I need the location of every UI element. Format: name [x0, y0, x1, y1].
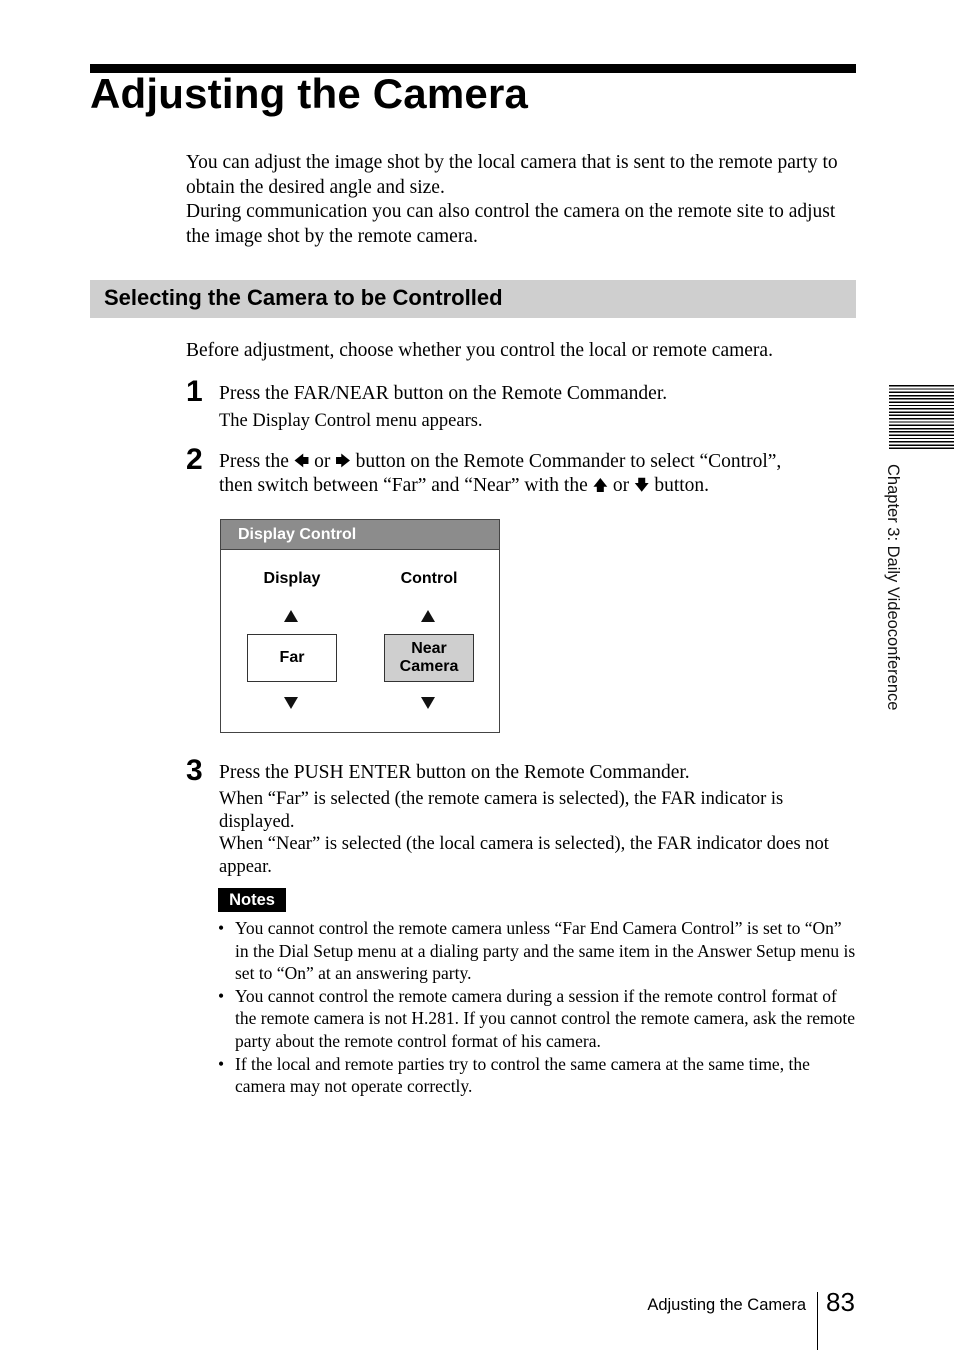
- notes-badge: Notes: [218, 888, 286, 912]
- footer-section-label: Adjusting the Camera: [647, 1296, 806, 1314]
- display-option-label: Far: [279, 649, 305, 666]
- note-item: • If the local and remote parties try to control the same camera at the same time, the camera may not operate correctly.: [218, 1053, 858, 1098]
- control-option-line: Camera: [399, 658, 459, 675]
- note-item: • You cannot control the remote camera during a session if the remote control format of the remote camera is not H.281. If you cannot control the remote camera, ask the remote party about the remote control format of his camera.: [218, 985, 858, 1053]
- display-option-far[interactable]: [247, 634, 337, 682]
- step-text: Press the PUSH ENTER button on the Remote Commander.: [219, 762, 690, 783]
- step-text-part: then switch between “Far” and “Near” with the: [219, 475, 588, 496]
- control-column-label: Control: [400, 570, 458, 587]
- down-triangle-icon[interactable]: [421, 697, 435, 709]
- intro: [186, 151, 856, 249]
- display-column-label: Display: [263, 570, 321, 587]
- menu-title: Display Control: [238, 526, 357, 543]
- section-heading-band: [90, 280, 856, 318]
- intro-paragraph: You can adjust the image shot by the local camera that is sent to the remote party to obtain the desired angle and size.: [186, 152, 838, 198]
- section-title: Selecting the Camera to be Controlled: [104, 285, 503, 310]
- step-text-part: or: [612, 475, 630, 496]
- arrow-down-icon: 🡇: [634, 476, 650, 494]
- control-option-line: Near: [411, 640, 447, 657]
- arrow-right-icon: 🡆: [335, 452, 351, 470]
- step-number: 3: [186, 754, 203, 787]
- page-title: Adjusting the Camera: [90, 70, 529, 117]
- arrow-left-icon: 🡄: [293, 452, 310, 470]
- down-triangle-icon[interactable]: [284, 697, 298, 709]
- section-lead: Before adjustment, choose whether you control the local or remote camera.: [186, 340, 773, 361]
- step-text-line: [219, 450, 781, 475]
- step-detail: When “Near” is selected (the local camera is selected), the FAR indicator does not appear.: [219, 834, 829, 877]
- note-item: • You cannot control the remote camera unless “Far End Camera Control” is set to “On” in the Dial Setup menu at a dialing party and the same item in the Answer Setup menu is set to “On” at an answering party.: [218, 917, 858, 985]
- display-control-menu: [220, 519, 500, 733]
- step-text-part: Press the: [219, 451, 289, 472]
- page-number: 83: [826, 1287, 855, 1317]
- step-text-part: button on the Remote Commander to select “Control”,: [355, 451, 782, 472]
- chapter-tab-lines: [889, 385, 954, 451]
- menu-title-bar: [221, 520, 499, 550]
- control-option-near-camera[interactable]: [384, 634, 474, 682]
- step-text: Press the FAR/NEAR button on the Remote Commander.: [219, 383, 668, 404]
- control-option-label: [400, 640, 459, 676]
- arrow-up-icon: 🡅: [592, 476, 609, 494]
- chapter-tab-label: Chapter 3: Daily Videoconference: [884, 464, 902, 711]
- up-triangle-icon[interactable]: [284, 610, 298, 622]
- notes-list: [218, 917, 858, 1098]
- step-text-line: [219, 474, 709, 499]
- step-number: 2: [186, 443, 203, 476]
- step-text-part: button.: [654, 475, 710, 496]
- step-detail: When “Far” is selected (the remote camera is selected), the FAR indicator is displayed.: [219, 789, 784, 832]
- step-detail: The Display Control menu appears.: [219, 411, 483, 431]
- step-number: 1: [186, 375, 203, 408]
- intro-paragraph: During communication you can also control the camera on the remote site to adjust the image shot by the remote camera.: [186, 201, 836, 247]
- step-text-part: or: [314, 451, 331, 472]
- up-triangle-icon[interactable]: [421, 610, 435, 622]
- footer-divider: [817, 1292, 818, 1350]
